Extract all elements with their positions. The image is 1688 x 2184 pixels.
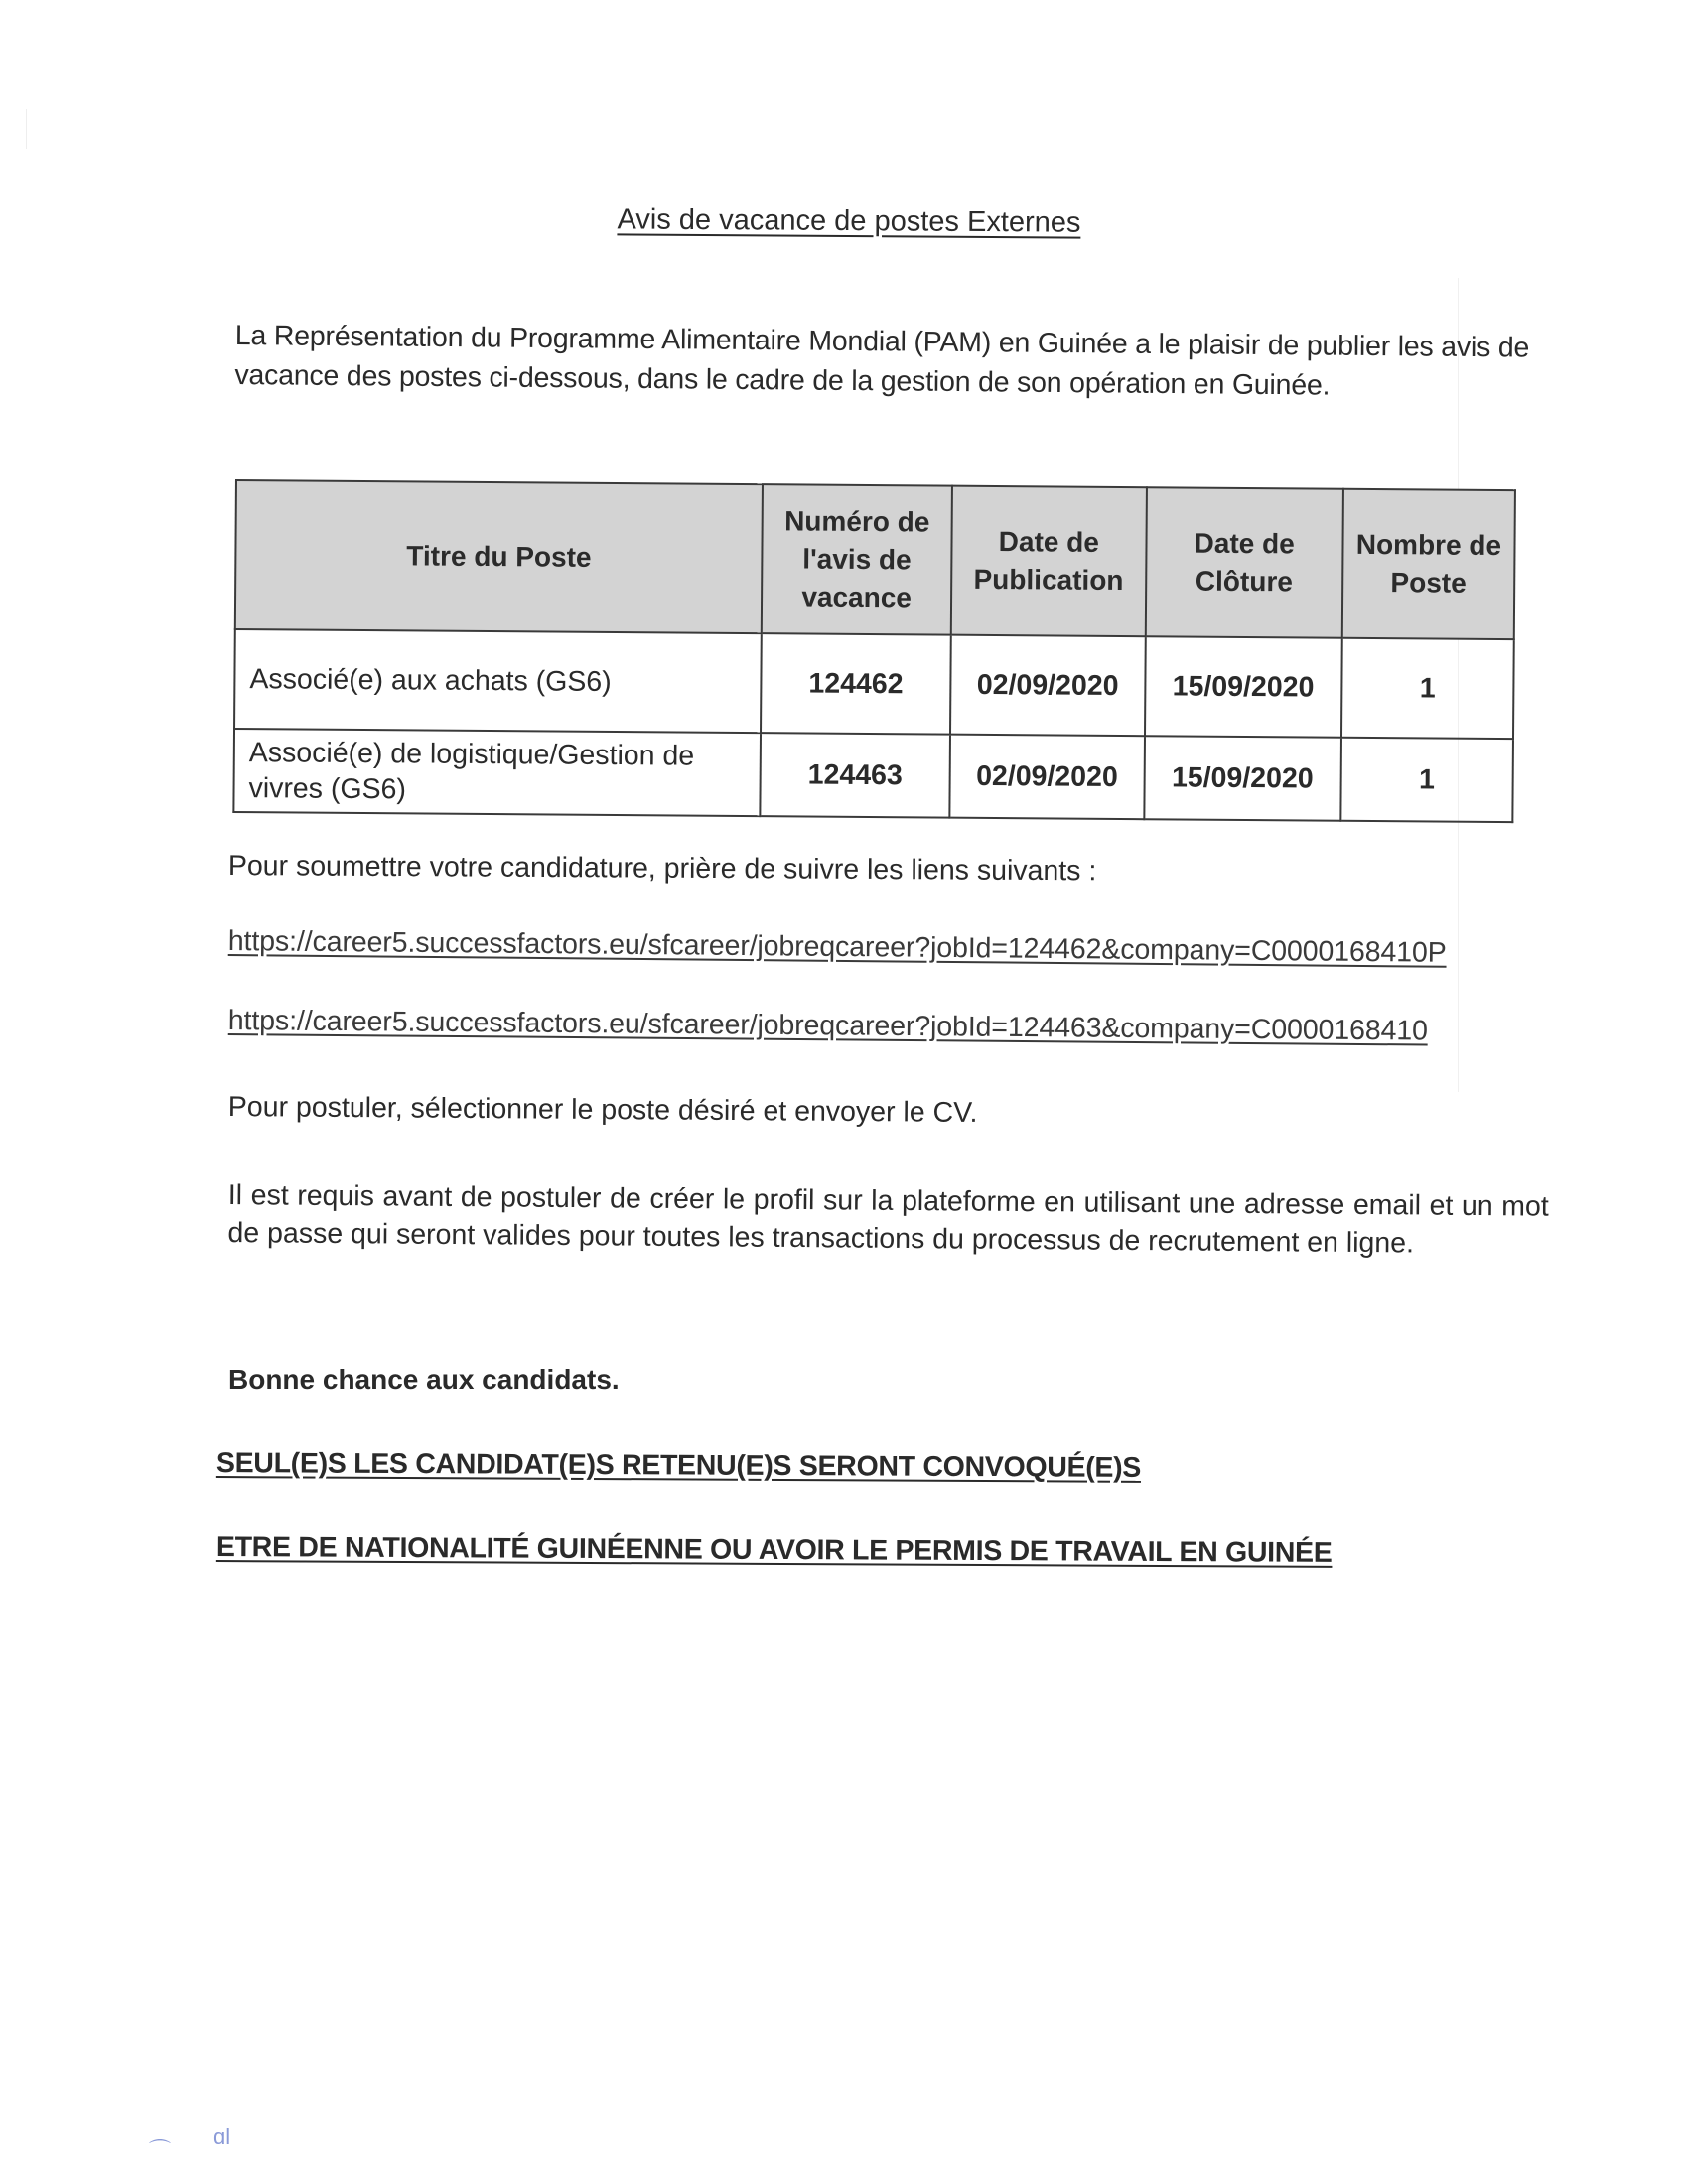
cell-cloture: 15/09/2020	[1144, 736, 1341, 821]
cell-cloture: 15/09/2020	[1145, 636, 1342, 738]
profile-note: Il est requis avant de postuler de créer le profil sur la plateforme en utilisant une adresse email et un mot de passe qui seront valides pour toutes les transactions du processus de recrutement en ligne.	[227, 1178, 1549, 1260]
table-row	[233, 729, 1513, 822]
cell-publication: 02/09/2020	[949, 735, 1144, 820]
instructions-text: Pour soumettre votre candidature, prière de suivre les liens suivants :	[227, 849, 1097, 887]
table-row	[234, 629, 1514, 739]
table-header-row	[235, 480, 1515, 639]
cell-numero: 124463	[760, 733, 950, 817]
vacancy-table	[232, 479, 1516, 823]
cell-publication: 02/09/2020	[950, 635, 1145, 737]
apply-note: Pour postuler, sélectionner le poste désiré et envoyer le CV.	[227, 1090, 978, 1129]
document-title: Avis de vacance de postes Externes	[617, 204, 1081, 239]
header-numero: Numéro de l'avis de vacance	[762, 484, 952, 634]
header-titre: Titre du Poste	[235, 480, 763, 633]
header-nombre: Nombre de Poste	[1342, 489, 1515, 639]
handwritten-mark: ⌒	[149, 2138, 172, 2163]
scan-artifact	[26, 109, 27, 149]
cell-nombre: 1	[1340, 738, 1513, 822]
closing-text: Bonne chance aux candidats.	[228, 1364, 620, 1395]
cell-numero: 124462	[761, 633, 951, 734]
cell-nombre: 1	[1341, 638, 1514, 739]
notice-nationality: ETRE DE NATIONALITÉ GUINÉENNE OU AVOIR LE PERMIS DE TRAVAIL EN GUINÉE	[215, 1531, 1333, 1569]
header-publication: Date de Publication	[951, 486, 1147, 637]
cell-titre: Associé(e) de logistique/Gestion de vivres (GS6)	[233, 729, 761, 816]
application-link-124463[interactable]: https://career5.successfactors.eu/sfcareer/jobreqcareer?jobId=124463&company=C0000168410	[227, 1005, 1428, 1047]
notice-shortlisted: SEUL(E)S LES CANDIDAT(E)S RETENU(E)S SERONT CONVOQUÉ(E)S	[215, 1447, 1142, 1484]
cell-titre: Associé(e) aux achats (GS6)	[234, 629, 762, 733]
intro-paragraph: La Représentation du Programme Alimentaire Mondial (PAM) en Guinée a le plaisir de publier les avis de vacance des postes ci-dessous, dans le cadre de la gestion de son opération en Guinée.	[234, 319, 1530, 402]
handwritten-mark: ɑl	[213, 2124, 231, 2149]
header-cloture: Date de Clôture	[1145, 487, 1342, 638]
application-link-124462[interactable]: https://career5.successfactors.eu/sfcareer/jobreqcareer?jobId=124462&company=C0000168410P	[227, 925, 1447, 969]
